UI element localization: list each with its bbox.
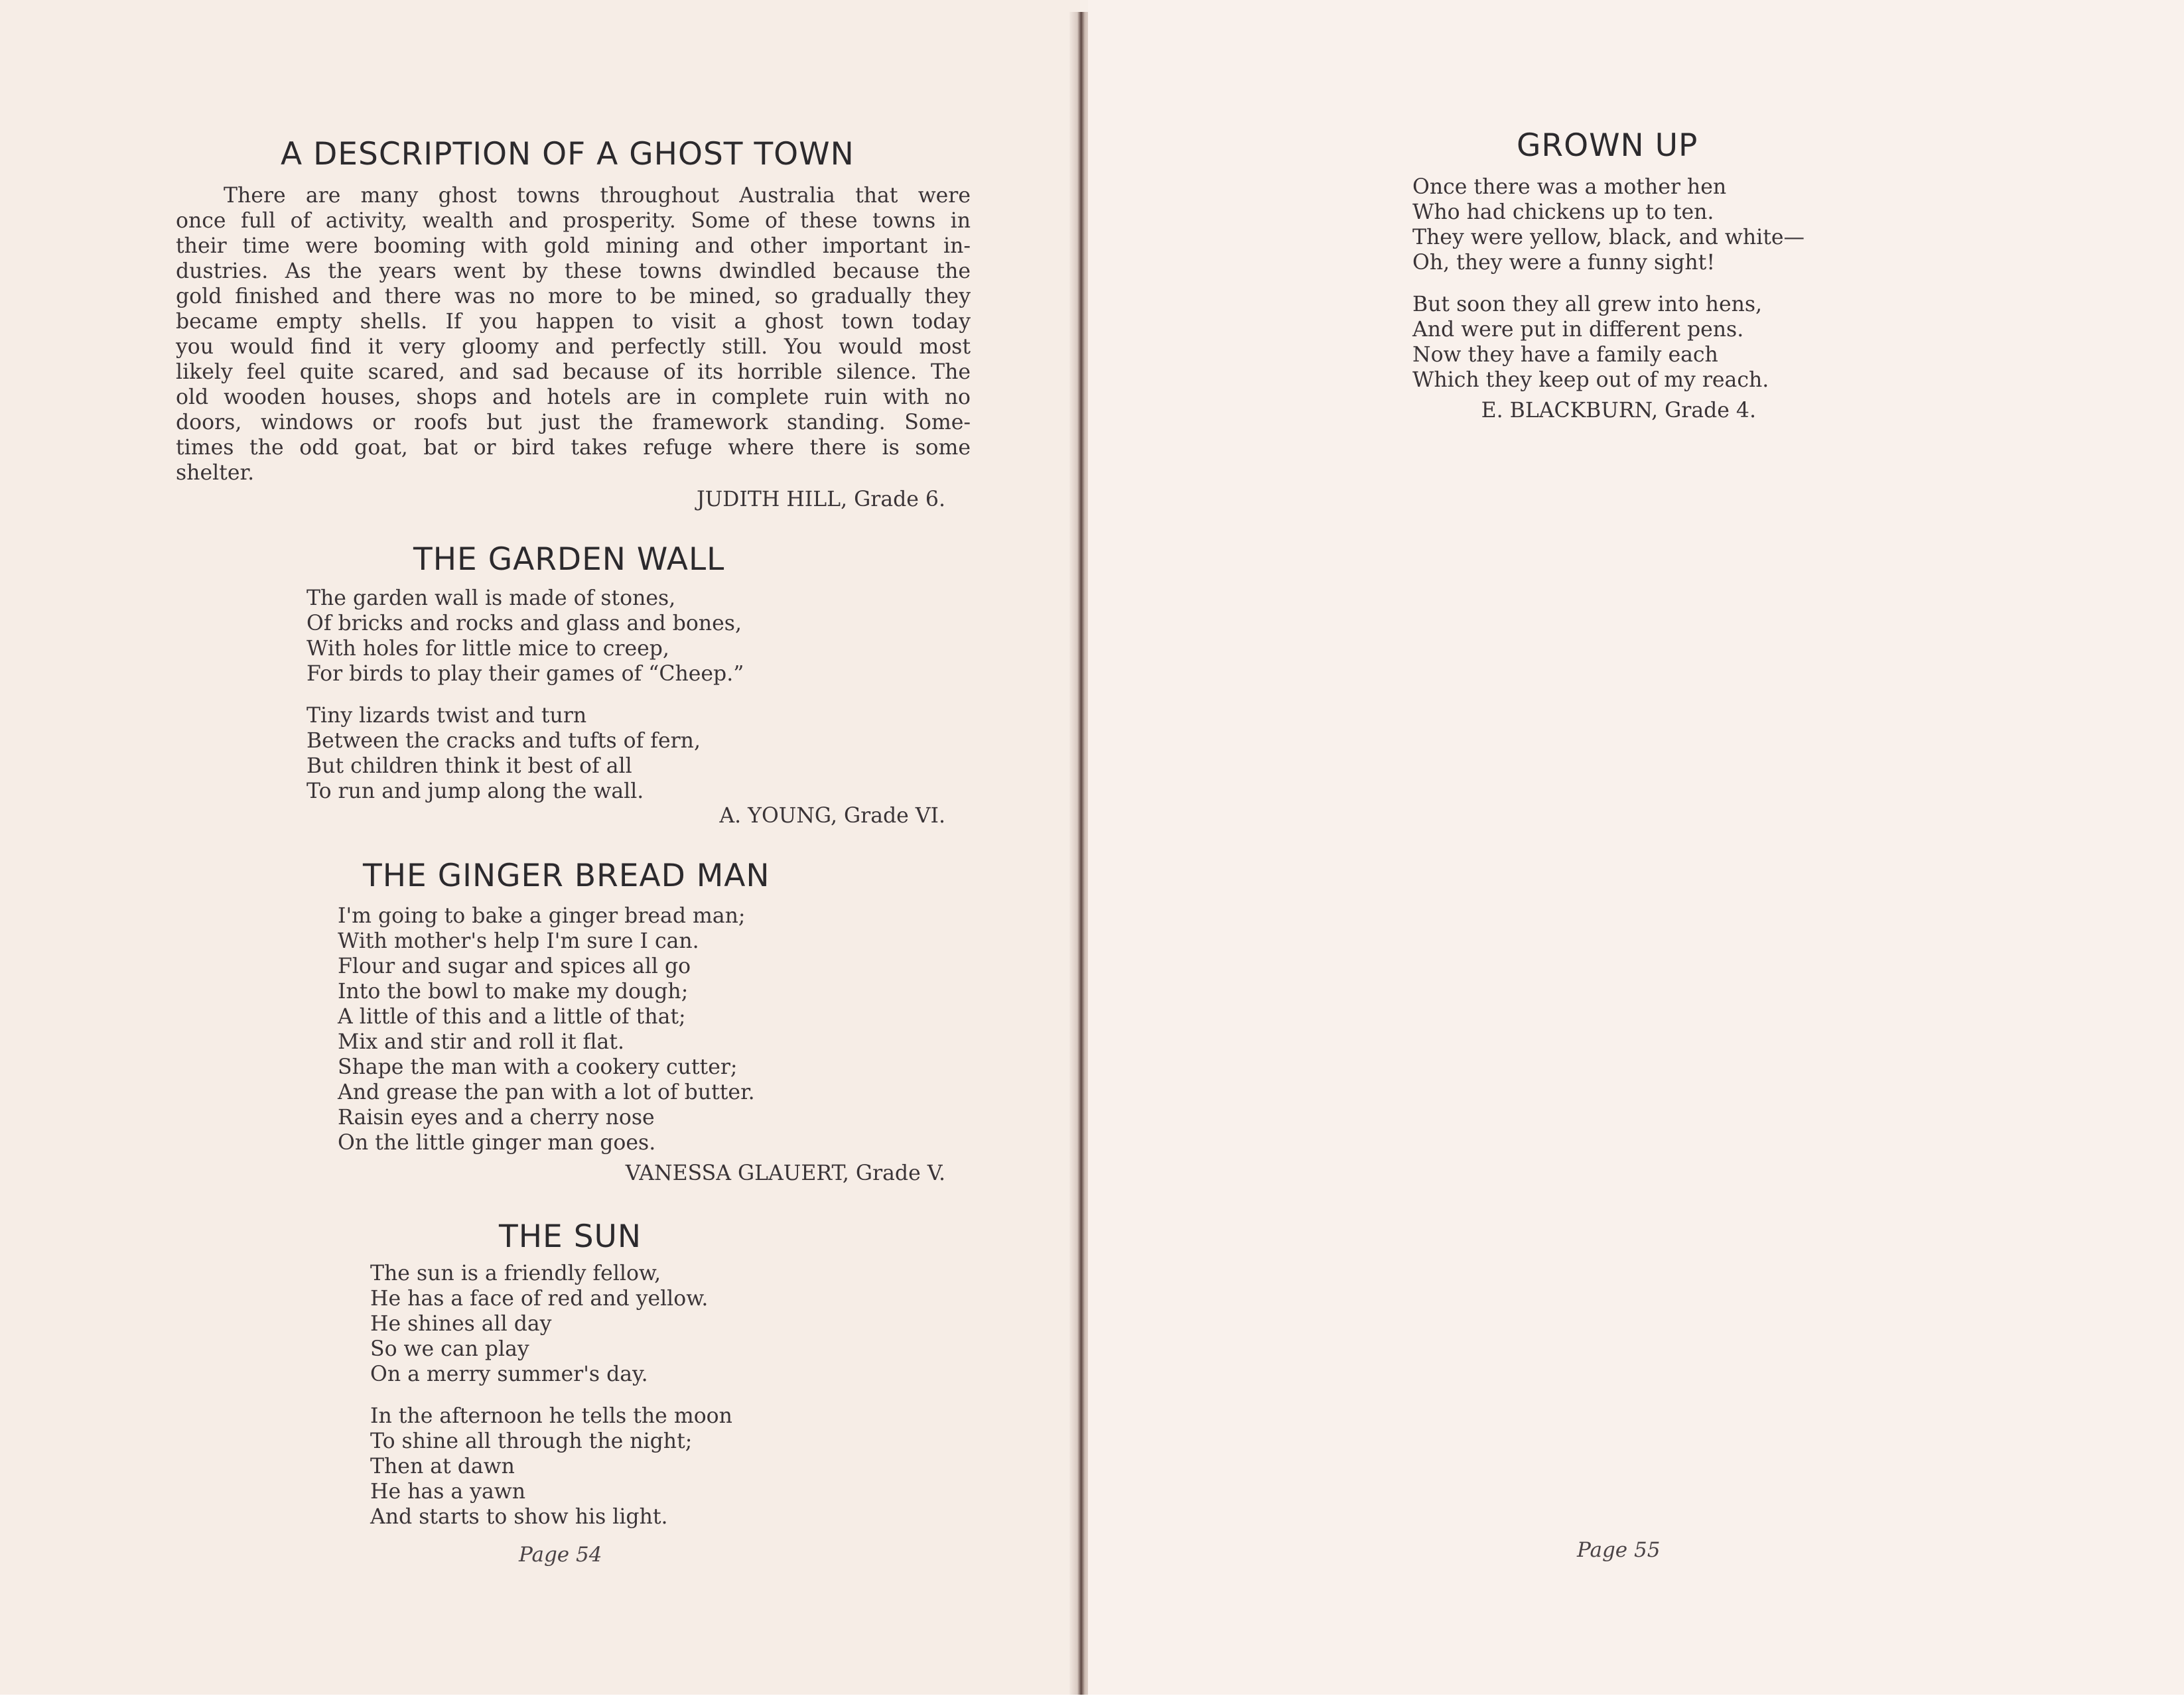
grown-up-author: E. BLACKBURN, Grade 4. xyxy=(1481,399,1756,423)
verse-line: And grease the pan with a lot of butter. xyxy=(338,1080,755,1104)
ghost-town-author: JUDITH HILL, Grade 6. xyxy=(696,488,945,511)
verse-line: Which they keep out of my reach. xyxy=(1412,368,1769,392)
stanza xyxy=(370,1261,732,1387)
verse-line: Tiny lizards twist and turn xyxy=(307,704,587,728)
stanza xyxy=(307,703,744,804)
stanza xyxy=(370,1404,732,1530)
verse-line: To run and jump along the wall. xyxy=(307,779,644,803)
grown-up-title: GROWN UP xyxy=(1517,127,1698,164)
verse-line: Oh, they were a funny sight! xyxy=(1412,251,1715,275)
verse-line: A little of this and a little of that; xyxy=(338,1005,686,1029)
garden-wall-author: A. YOUNG, Grade VI. xyxy=(719,804,945,828)
ginger-bread-poem xyxy=(338,903,755,1155)
verse-line: Between the cracks and tufts of fern, xyxy=(307,729,701,753)
ginger-bread-author: VANESSA GLAUERT, Grade V. xyxy=(625,1161,945,1185)
verse-line: He has a yawn xyxy=(370,1480,525,1504)
page-number-left: Page 54 xyxy=(519,1543,602,1567)
stanza xyxy=(307,586,744,687)
prose-line: dustries. As the years went by these towns dwindled because the xyxy=(176,259,971,283)
verse-line: With holes for little mice to creep, xyxy=(307,637,669,661)
prose-line: doors, windows or roofs but just the framework standing. Some- xyxy=(176,411,971,434)
verse-line: Then at dawn xyxy=(370,1455,515,1478)
verse-line: Who had chickens up to ten. xyxy=(1412,200,1714,224)
sun-title: THE SUN xyxy=(499,1218,642,1255)
verse-line: Shape the man with a cookery cutter; xyxy=(338,1055,738,1079)
verse-line: But children think it best of all xyxy=(307,754,632,778)
prose-line: shelter. xyxy=(176,461,255,485)
ginger-bread-title: THE GINGER BREAD MAN xyxy=(363,858,770,894)
prose-line: you would find it very gloomy and perfectly still. You would most xyxy=(176,335,971,359)
verse-line: For birds to play their games of “Cheep.” xyxy=(307,662,744,686)
verse-line: And starts to show his light. xyxy=(370,1505,668,1529)
verse-line: So we can play xyxy=(370,1337,529,1361)
verse-line: Now they have a family each xyxy=(1412,343,1718,367)
ghost-town-title: A DESCRIPTION OF A GHOST TOWN xyxy=(281,136,854,172)
prose-line: times the odd goat, bat or bird takes refuge where there is some xyxy=(176,436,971,460)
verse-line: Flour and sugar and spices all go xyxy=(338,954,691,978)
ghost-town-text xyxy=(176,183,971,486)
verse-line: In the afternoon he tells the moon xyxy=(370,1404,732,1428)
garden-wall-title: THE GARDEN WALL xyxy=(413,541,725,578)
right-page xyxy=(1088,0,2184,1700)
prose-line: became empty shells. If you happen to visit a ghost town today xyxy=(176,310,971,334)
left-page xyxy=(0,0,1080,1700)
verse-line: On the little ginger man goes. xyxy=(338,1131,656,1155)
verse-line: Raisin eyes and a cherry nose xyxy=(338,1106,655,1130)
verse-line: But soon they all grew into hens, xyxy=(1412,293,1763,316)
page-bottom-edge xyxy=(0,1695,2184,1700)
prose-line: their time were booming with gold mining and other important in- xyxy=(176,234,971,258)
garden-wall-poem xyxy=(307,586,744,804)
sun-poem xyxy=(370,1261,732,1530)
verse-line: To shine all through the night; xyxy=(370,1429,693,1453)
prose-line: gold finished and there was no more to be mined, so gradually they xyxy=(176,285,971,308)
prose-line: once full of activity, wealth and prosperity. Some of these towns in xyxy=(176,209,971,233)
verse-line: The garden wall is made of stones, xyxy=(307,586,676,610)
verse-line: And were put in different pens. xyxy=(1412,318,1744,342)
prose-line: likely feel quite scared, and sad because of its horrible silence. The xyxy=(176,360,971,384)
verse-line: Mix and stir and roll it flat. xyxy=(338,1030,624,1054)
page-number-right: Page 55 xyxy=(1577,1538,1661,1562)
verse-line: They were yellow, black, and white— xyxy=(1412,226,1805,249)
stanza xyxy=(1412,174,1805,275)
verse-line: Into the bowl to make my dough; xyxy=(338,980,689,1004)
prose-line: There are many ghost towns throughout Australia that were xyxy=(224,184,971,208)
verse-line: He shines all day xyxy=(370,1312,552,1336)
prose-line: old wooden houses, shops and hotels are in complete ruin with no xyxy=(176,385,971,409)
verse-line: Of bricks and rocks and glass and bones, xyxy=(307,612,742,635)
verse-line: He has a face of red and yellow. xyxy=(370,1287,709,1311)
verse-line: The sun is a friendly fellow, xyxy=(370,1262,661,1285)
grown-up-poem xyxy=(1412,174,1805,393)
verse-line: With mother's help I'm sure I can. xyxy=(338,929,699,953)
stanza xyxy=(1412,292,1805,393)
verse-line: On a merry summer's day. xyxy=(370,1362,648,1386)
verse-line: Once there was a mother hen xyxy=(1412,175,1727,199)
verse-line: I'm going to bake a ginger bread man; xyxy=(338,904,746,928)
